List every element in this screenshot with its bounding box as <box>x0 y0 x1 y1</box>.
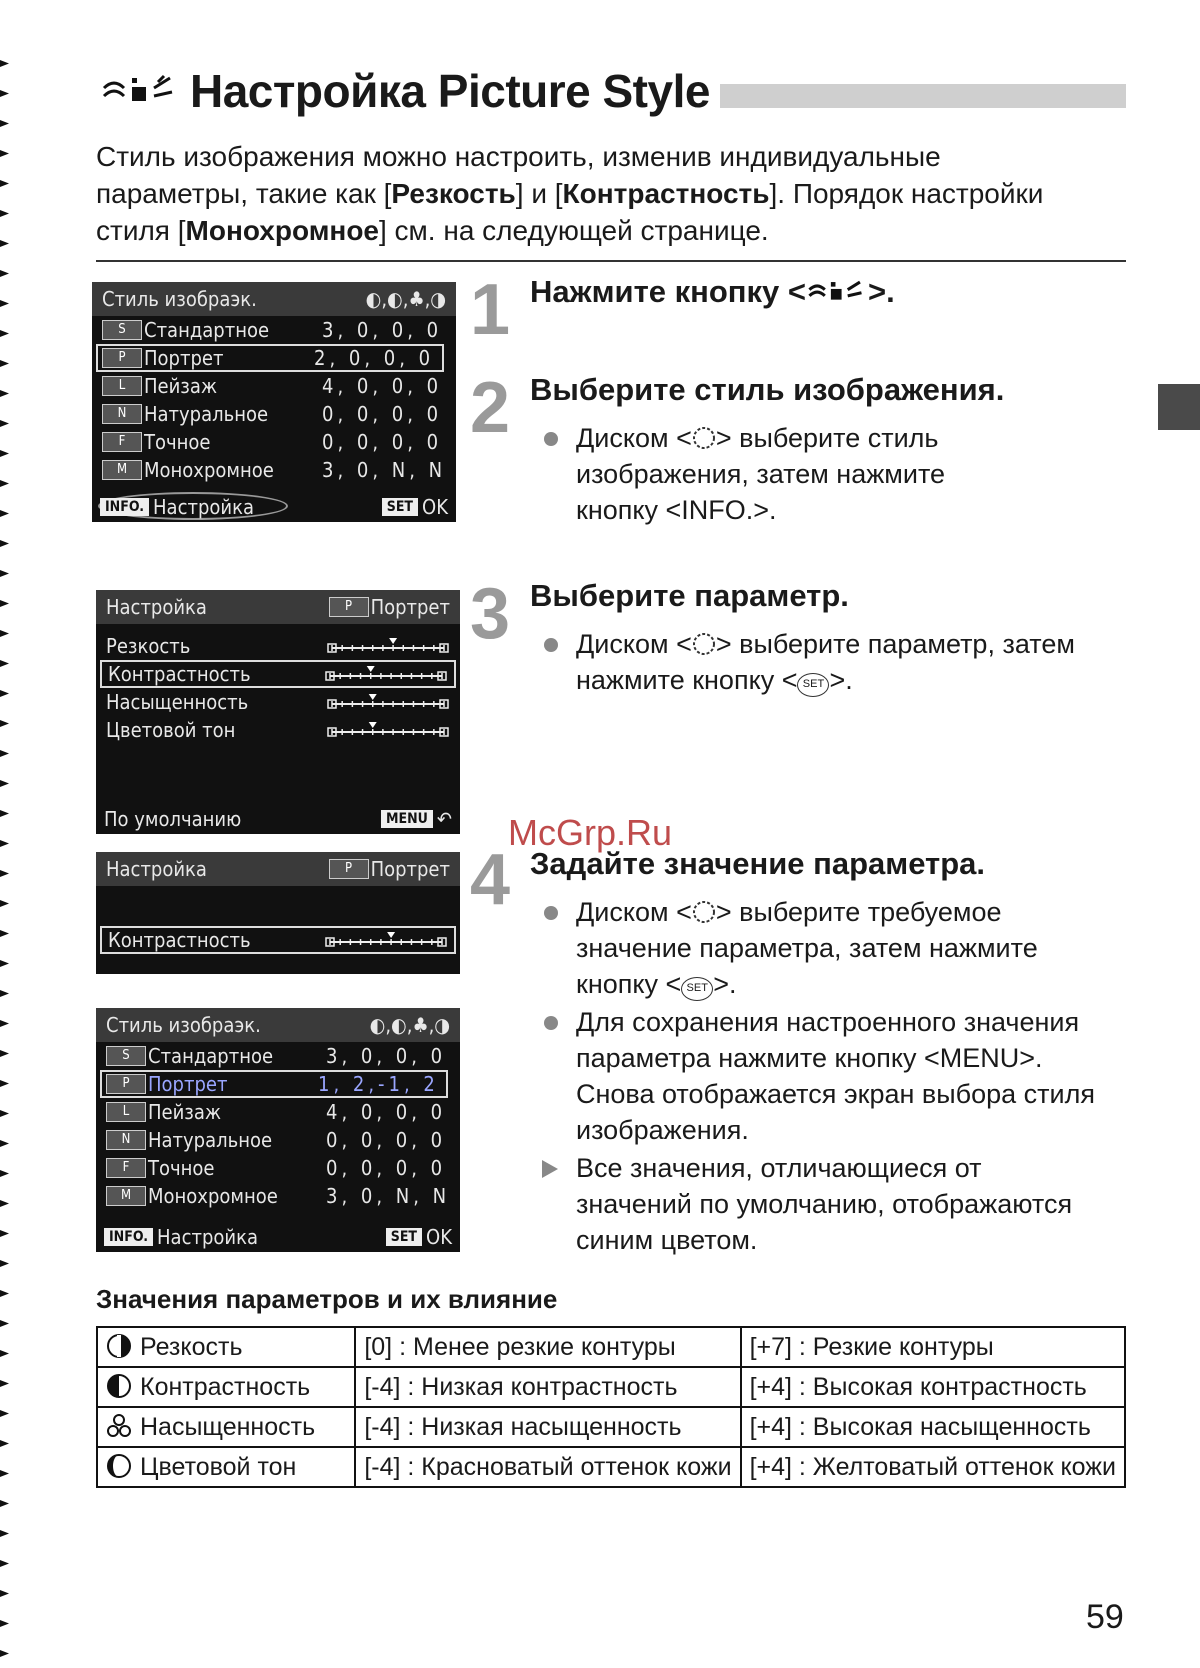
binding-mark <box>0 480 9 487</box>
style-code-icon: L <box>102 376 142 396</box>
title-decor-bar <box>720 84 1126 108</box>
lcd-param-row[interactable] <box>100 660 456 688</box>
lcd-style-row[interactable] <box>92 428 456 456</box>
lcd-style-name: Портрет <box>370 857 450 881</box>
result-arrow-icon <box>542 1160 558 1178</box>
param-name: Насыщенность <box>106 690 249 714</box>
table-row <box>97 1327 1125 1367</box>
binding-ring-marks <box>0 0 14 1668</box>
binding-mark <box>0 1020 9 1027</box>
lcd-header <box>96 1008 460 1042</box>
bullet-text: Диском < <box>576 423 692 453</box>
style-name: Пейзаж <box>144 374 218 398</box>
page-number: 59 <box>1086 1598 1124 1636</box>
high-effect-cell: [+4] : Высокая контрастность <box>741 1367 1125 1407</box>
lcd-footer <box>96 1222 460 1252</box>
intro-bold-3: Монохромное <box>185 215 379 246</box>
bullet-text: >. <box>829 665 853 695</box>
bullet-text: > выберите требуемое значение параметра, затем нажмите кнопку < <box>576 897 1038 999</box>
step-3-heading: Выберите параметр. <box>530 578 849 613</box>
info-button[interactable]: INFO. <box>104 1228 153 1246</box>
default-option[interactable]: По умолчанию <box>104 807 242 831</box>
lcd-footer <box>92 492 456 522</box>
bullet-text: Для сохранения настроенного значения параметра нажмите кнопку <MENU>. Снова отображается экран выбора стиля изображения. <box>576 1007 1095 1145</box>
dial-icon <box>692 632 716 656</box>
param-name: Насыщенность <box>140 1412 316 1441</box>
intro-text-3: ]. Порядок настройки стиля [ <box>96 178 1044 246</box>
binding-mark <box>0 600 9 607</box>
page-title-row <box>98 62 1128 124</box>
picture-style-icon <box>806 279 868 305</box>
binding-mark <box>0 1140 9 1147</box>
binding-mark <box>0 270 9 277</box>
binding-mark <box>0 690 9 697</box>
lcd-header-title: Настройка <box>106 857 207 881</box>
style-name: Стандартное <box>148 1044 274 1068</box>
table-heading: Значения параметров и их влияние <box>96 1284 558 1314</box>
binding-mark <box>0 960 9 967</box>
menu-button[interactable]: MENU <box>381 810 433 828</box>
binding-mark <box>0 840 9 847</box>
style-values: 1, 2,-1, 2 <box>318 1072 439 1096</box>
step-2-heading: Выберите стиль изображения. <box>530 372 1005 407</box>
lcd-style-rows <box>92 316 456 484</box>
style-values: 0, 0, 0, 0 <box>322 402 443 426</box>
lcd-header-title: Настройка <box>106 595 207 619</box>
style-code-icon: S <box>106 1046 146 1066</box>
table-row <box>97 1367 1125 1407</box>
bullet-dot <box>544 906 558 920</box>
binding-mark <box>0 540 9 547</box>
contrast-icon <box>106 1373 132 1399</box>
ok-label: OK <box>426 1225 452 1249</box>
binding-mark <box>0 990 9 997</box>
lcd-header-param-icons: ◐,◐,♣,◑ <box>369 1013 450 1037</box>
binding-mark <box>0 420 9 427</box>
binding-mark <box>0 1080 9 1087</box>
lcd-header <box>96 852 460 886</box>
lcd-param-row-contrast[interactable] <box>100 926 456 954</box>
high-effect-cell: [+7] : Резкие контуры <box>741 1327 1125 1367</box>
lcd-style-name: Портрет <box>370 595 450 619</box>
param-cell <box>97 1447 355 1487</box>
style-name: Точное <box>144 430 211 454</box>
style-name: Монохромное <box>144 458 274 482</box>
style-code-icon: P <box>106 1074 146 1094</box>
lcd-detail-settings <box>96 590 460 834</box>
bullet-text: Диском < <box>576 629 692 659</box>
param-scale <box>326 637 450 655</box>
binding-mark <box>0 750 9 757</box>
style-code-icon: L <box>106 1102 146 1122</box>
bullet-text: > выберите параметр, затем нажмите кнопку < <box>576 629 1075 695</box>
step-4-bullet-1 <box>576 894 1106 1002</box>
step-2-bullet <box>576 420 1016 528</box>
binding-mark <box>0 330 9 337</box>
lcd-style-row[interactable] <box>96 1154 460 1182</box>
binding-mark <box>0 1290 9 1297</box>
intro-text-4: ] см. на следующей странице. <box>379 215 769 246</box>
intro-bold-2: Контрастность <box>562 178 770 209</box>
style-name: Портрет <box>144 346 224 370</box>
binding-mark <box>0 510 9 517</box>
param-name: Контрастность <box>108 662 251 686</box>
lcd-footer <box>96 804 460 834</box>
style-values: 3, 0, N, N <box>322 458 447 482</box>
set-button-icon: SET <box>681 977 713 1001</box>
binding-mark <box>0 1110 9 1117</box>
param-scale[interactable] <box>324 931 448 949</box>
lcd-header-title: Стиль изобраэк. <box>106 1013 261 1037</box>
style-name: Точное <box>148 1156 215 1180</box>
dial-icon <box>692 900 716 924</box>
lcd-style-row[interactable] <box>92 372 456 400</box>
style-code-icon: M <box>102 460 142 480</box>
bullet-text: > выберите стиль изображения, затем нажмите кнопку <INFO.>. <box>576 423 946 525</box>
style-name: Портрет <box>148 1072 228 1096</box>
intro-text-1: Стиль изображения можно настроить, изменив индивидуальные параметры, такие как [ <box>96 141 941 209</box>
binding-mark <box>0 1560 9 1567</box>
set-button-icon: SET <box>797 673 829 697</box>
style-code-icon: N <box>106 1130 146 1150</box>
binding-mark <box>0 1590 9 1597</box>
style-values: 4, 0, 0, 0 <box>326 1100 447 1124</box>
binding-mark <box>0 900 9 907</box>
low-effect-cell: [-4] : Низкая контрастность <box>355 1367 740 1407</box>
style-code-icon: S <box>102 320 142 340</box>
param-scale <box>324 665 448 683</box>
info-label: Настройка <box>153 495 254 519</box>
param-cell <box>97 1367 355 1407</box>
binding-mark <box>0 1230 9 1237</box>
low-effect-cell: [-4] : Красноватый оттенок кожи <box>355 1447 740 1487</box>
param-name: Резкость <box>106 634 191 658</box>
binding-mark <box>0 810 9 817</box>
ok-label: OK <box>422 495 448 519</box>
binding-mark <box>0 450 9 457</box>
chapter-tab <box>1158 384 1200 430</box>
bullet-dot <box>544 1016 558 1030</box>
binding-mark <box>0 1350 9 1357</box>
param-name: Резкость <box>140 1332 243 1361</box>
lcd-param-adjust <box>96 852 460 974</box>
param-cell <box>97 1407 355 1447</box>
binding-mark <box>0 630 9 637</box>
info-button[interactable]: INFO. <box>100 498 149 516</box>
binding-mark <box>0 1380 9 1387</box>
binding-mark <box>0 120 9 127</box>
lcd-picture-style-list-updated <box>96 1008 460 1252</box>
style-code-icon: P <box>329 597 369 617</box>
style-values: 2, 0, 0, 0 <box>314 346 435 370</box>
parameter-effects-table <box>96 1326 1126 1488</box>
binding-mark <box>0 1470 9 1477</box>
param-cell <box>97 1327 355 1367</box>
lcd-style-row[interactable] <box>92 400 456 428</box>
style-name: Стандартное <box>144 318 270 342</box>
lcd-param-row[interactable] <box>96 716 460 744</box>
bullet-text: Диском < <box>576 897 692 927</box>
low-effect-cell: [0] : Менее резкие контуры <box>355 1327 740 1367</box>
param-scale <box>326 721 450 739</box>
intro-paragraph <box>96 138 1086 249</box>
param-name: Контрастность <box>140 1372 311 1401</box>
dial-icon <box>692 426 716 450</box>
set-button[interactable]: SET <box>386 1228 422 1246</box>
intro-bold-1: Резкость <box>391 178 516 209</box>
lcd-header-title: Стиль изобраэк. <box>102 287 257 311</box>
binding-mark <box>0 300 9 307</box>
binding-mark <box>0 360 9 367</box>
style-values: 0, 0, 0, 0 <box>326 1156 447 1180</box>
info-label: Настройка <box>157 1225 258 1249</box>
binding-mark <box>0 390 9 397</box>
style-values: 0, 0, 0, 0 <box>322 430 443 454</box>
binding-mark <box>0 930 9 937</box>
step-4-bullet-2 <box>576 1004 1116 1148</box>
binding-mark <box>0 570 9 577</box>
lcd-param-rows <box>96 632 460 744</box>
high-effect-cell: [+4] : Желтоватый оттенок кожи <box>741 1447 1125 1487</box>
style-code-icon: P <box>329 859 369 879</box>
page-title: Настройка Picture Style <box>190 65 710 117</box>
step-3-bullet <box>576 626 1096 698</box>
binding-mark <box>0 720 9 727</box>
lcd-param-row[interactable] <box>96 632 460 660</box>
param-scale <box>326 693 450 711</box>
binding-mark <box>0 1650 9 1657</box>
lcd-param-row[interactable] <box>96 688 460 716</box>
binding-mark <box>0 780 9 787</box>
binding-mark <box>0 1440 9 1447</box>
step-number-3: 3 <box>470 574 511 654</box>
lcd-style-row[interactable] <box>96 1126 460 1154</box>
style-values: 3, 0, N, N <box>326 1184 451 1208</box>
style-code-icon: F <box>106 1158 146 1178</box>
style-name: Пейзаж <box>148 1100 222 1124</box>
binding-mark <box>0 1620 9 1627</box>
binding-mark <box>0 870 9 877</box>
binding-mark <box>0 1260 9 1267</box>
style-values: 4, 0, 0, 0 <box>322 374 443 398</box>
binding-mark <box>0 660 9 667</box>
binding-mark <box>0 1530 9 1537</box>
section-rule <box>96 260 1126 262</box>
style-code-icon: F <box>102 432 142 452</box>
lcd-header <box>92 282 456 316</box>
binding-mark <box>0 1500 9 1507</box>
low-effect-cell: [-4] : Низкая насыщенность <box>355 1407 740 1447</box>
param-name: Контрастность <box>108 928 251 952</box>
param-name: Цветовой тон <box>140 1452 297 1481</box>
step-number-2: 2 <box>470 368 511 448</box>
lcd-style-rows <box>96 1042 460 1210</box>
style-values: 3, 0, 0, 0 <box>326 1044 447 1068</box>
style-name: Натуральное <box>148 1128 273 1152</box>
style-values: 0, 0, 0, 0 <box>326 1128 447 1152</box>
sharpness-icon <box>106 1333 132 1359</box>
picture-style-icon <box>100 74 180 108</box>
step-1-heading-text: Нажмите кнопку < <box>530 274 807 309</box>
binding-mark <box>0 60 9 67</box>
saturation-icon <box>106 1413 132 1439</box>
binding-mark <box>0 1320 9 1327</box>
bullet-dot <box>544 638 558 652</box>
intro-text-2: ] и [ <box>515 178 563 209</box>
binding-mark <box>0 1050 9 1057</box>
back-icon: ↶ <box>436 807 452 831</box>
lcd-style-row[interactable] <box>92 456 456 484</box>
style-values: 3, 0, 0, 0 <box>322 318 443 342</box>
binding-mark <box>0 210 9 217</box>
binding-mark <box>0 240 9 247</box>
step-number-4: 4 <box>470 840 511 920</box>
bullet-text: >. <box>713 969 737 999</box>
style-name: Натуральное <box>144 402 269 426</box>
lcd-style-row[interactable] <box>92 316 456 344</box>
style-code-icon: N <box>102 404 142 424</box>
lcd-style-row[interactable] <box>100 1070 448 1098</box>
lcd-style-row[interactable] <box>96 1042 460 1070</box>
table-row <box>97 1407 1125 1447</box>
lcd-header <box>96 590 460 624</box>
bullet-text: Все значения, отличающиеся от значений по умолчанию, отображаются синим цветом. <box>576 1153 1073 1255</box>
style-code-icon: P <box>102 348 142 368</box>
step-4-result <box>576 1150 1076 1258</box>
high-effect-cell: [+4] : Высокая насыщенность <box>741 1407 1125 1447</box>
lcd-style-row[interactable] <box>96 1098 460 1126</box>
style-code-icon: M <box>106 1186 146 1206</box>
binding-mark <box>0 1170 9 1177</box>
binding-mark <box>0 1410 9 1417</box>
table-row <box>97 1447 1125 1487</box>
lcd-style-row[interactable] <box>96 344 444 372</box>
step-1-heading-end: >. <box>868 274 895 309</box>
color-tone-icon <box>106 1453 132 1479</box>
step-1-heading <box>530 274 895 310</box>
step-4-heading: Задайте значение параметра. <box>530 846 986 881</box>
binding-mark <box>0 150 9 157</box>
step-number-1: 1 <box>470 270 511 350</box>
binding-mark <box>0 90 9 97</box>
lcd-picture-style-list <box>92 282 456 522</box>
watermark: McGrp.Ru <box>508 812 673 853</box>
binding-mark <box>0 180 9 187</box>
set-button[interactable]: SET <box>382 498 418 516</box>
style-name: Монохромное <box>148 1184 278 1208</box>
bullet-dot <box>544 432 558 446</box>
lcd-header-param-icons: ◐,◐,♣,◑ <box>365 287 446 311</box>
lcd-style-row[interactable] <box>96 1182 460 1210</box>
param-name: Цветовой тон <box>106 718 236 742</box>
binding-mark <box>0 1200 9 1207</box>
